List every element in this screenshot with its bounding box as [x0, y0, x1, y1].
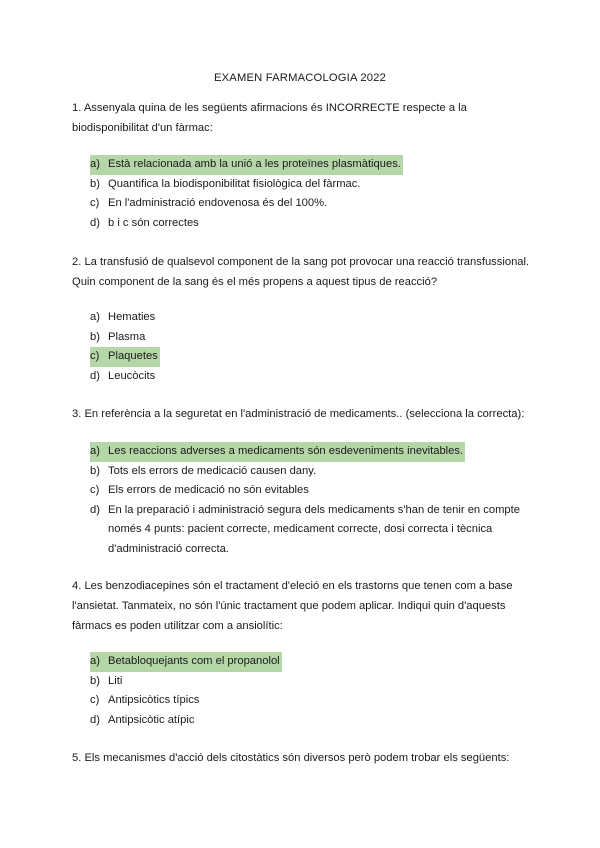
option-text: Leucòcits	[108, 369, 156, 382]
question-1-option-b[interactable]	[90, 175, 530, 195]
option-letter: a)	[90, 155, 108, 175]
option-text: Està relacionada amb la unió a les proteïnes plasmàtiques.	[108, 155, 403, 175]
option-text: Plasma	[108, 330, 146, 343]
question-1-option-a[interactable]	[90, 155, 530, 175]
option-text: Els errors de medicació no són evitables	[108, 484, 309, 496]
question-1-text: 1. Assenyala quina de les següents afirmacions és INCORRECTE respecte a la biodisponibilitat d'un fàrmac:	[72, 102, 467, 134]
question-2-option-a[interactable]	[90, 308, 530, 328]
option-letter: a)	[90, 442, 108, 462]
option-letter: c)	[90, 197, 100, 209]
option-letter: b)	[90, 674, 100, 687]
question-2-option-d[interactable]	[90, 367, 530, 387]
question-1-option-c[interactable]	[90, 194, 530, 214]
option-text: Plaquetes	[108, 347, 160, 367]
question-2-option-c[interactable]	[90, 347, 530, 367]
question-4-option-c[interactable]	[90, 691, 530, 711]
question-5-text: 5. Els mecanismes d'acció dels citostàtics són diversos però podem trobar els següents:	[72, 752, 510, 764]
option-letter: d)	[90, 216, 100, 229]
question-1-option-d[interactable]	[90, 214, 530, 234]
question-2-option-b[interactable]	[90, 328, 530, 348]
exam-title: EXAMEN FARMACOLOGIA 2022	[213, 72, 387, 84]
question-3-option-d[interactable]	[90, 501, 530, 560]
option-text: En l'administració endovenosa és del 100%.	[108, 197, 328, 209]
option-letter: c)	[90, 694, 100, 706]
question-3-options	[90, 442, 530, 559]
question-4-text: 4. Les benzodiacepines són el tractament d'eleció en els trastorns que tenen com a base l'ansietat. Tanmateix, no són l'únic tractament que podem aplicar. Indiqui quin d'aquests fàrmacs es poden utilitzar com a ansiolític:	[72, 580, 513, 632]
option-letter: c)	[90, 484, 100, 496]
option-text: Antipsicòtic atípic	[108, 713, 195, 726]
question-4-option-a[interactable]	[90, 652, 530, 672]
option-text: Liti	[108, 674, 123, 687]
option-text: En la preparació i administració segura dels medicaments s'han de tenir en compte només 4 punts: pacient correcte, medicament correcte, dosi correcta i tècnica d'administració correcta.	[108, 503, 520, 555]
option-letter: b)	[90, 464, 100, 477]
question-3-option-c[interactable]	[90, 481, 530, 501]
question-4-options	[90, 652, 530, 730]
question-2-text: 2. La transfusió de qualsevol component de la sang pot provocar una reacció transfussional. Quin component de la sang és el més propens a aquest tipus de reacció?	[72, 256, 530, 288]
option-letter: d)	[90, 503, 100, 516]
option-letter: b)	[90, 177, 100, 190]
option-letter: a)	[90, 311, 100, 323]
question-3-option-b[interactable]	[90, 462, 530, 482]
option-text: Hematies	[108, 311, 156, 323]
question-4-option-d[interactable]	[90, 711, 530, 731]
question-3-text: 3. En referència a la seguretat en l'administració de medicaments.. (selecciona la correcta):	[72, 408, 525, 420]
question-4-option-b[interactable]	[90, 672, 530, 692]
option-text: b i c són correctes	[108, 216, 199, 229]
option-letter: d)	[90, 713, 100, 726]
option-text: Tots els errors de medicació causen dany.	[108, 464, 317, 477]
question-3-option-a[interactable]	[90, 442, 530, 462]
option-letter: d)	[90, 369, 100, 382]
question-2-options	[90, 308, 530, 386]
option-letter: a)	[90, 652, 108, 672]
option-letter: b)	[90, 330, 100, 343]
question-1-options	[90, 155, 530, 233]
option-text: Les reaccions adverses a medicaments són esdeveniments inevitables.	[108, 442, 465, 462]
option-letter: c)	[90, 347, 108, 367]
option-text: Betabloquejants com el propanolol	[108, 652, 282, 672]
option-text: Antipsicòtics típics	[108, 694, 200, 706]
option-text: Quantifica la biodisponibilitat fisiològica del fàrmac.	[108, 177, 361, 190]
